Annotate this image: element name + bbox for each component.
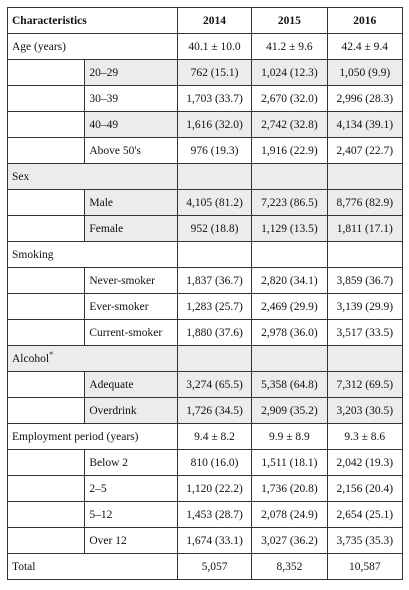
row-label: Above 50's [85, 138, 177, 164]
row-label: 40–49 [85, 112, 177, 138]
cell-2014: 1,703 (33.7) [177, 86, 251, 112]
row-label-age: Age (years) [8, 34, 178, 60]
cell-2016: 8,776 (82.9) [327, 190, 402, 216]
cell-2016: 2,156 (20.4) [327, 476, 402, 502]
table-row [8, 86, 403, 112]
table-row [8, 268, 403, 294]
cell-2014: 976 (19.3) [177, 138, 251, 164]
cell-2015: 8,352 [252, 554, 327, 580]
indent-cell [8, 138, 85, 164]
cell-2015: 1,736 (20.8) [252, 476, 327, 502]
cell-2014: 1,674 (33.1) [177, 528, 251, 554]
table-row [8, 190, 403, 216]
cell-2014: 3,274 (65.5) [177, 372, 251, 398]
cell-2015: 9.9 ± 8.9 [252, 424, 327, 450]
cell-2015: 2,820 (34.1) [252, 268, 327, 294]
cell-2016: 1,811 (17.1) [327, 216, 402, 242]
table-row [8, 424, 403, 450]
cell-2016: 2,407 (22.7) [327, 138, 402, 164]
cell-2014 [177, 242, 251, 268]
cell-2016: 3,517 (33.5) [327, 320, 402, 346]
footnote-marker: * [49, 349, 54, 359]
indent-cell [8, 398, 85, 424]
header-characteristics: Characteristics [8, 8, 178, 34]
row-label: Female [85, 216, 177, 242]
cell-2014: 810 (16.0) [177, 450, 251, 476]
cell-2016 [327, 164, 402, 190]
cell-2014 [177, 346, 251, 372]
indent-cell [8, 86, 85, 112]
cell-2015: 2,742 (32.8) [252, 112, 327, 138]
table-row [8, 138, 403, 164]
cell-2014: 9.4 ± 8.2 [177, 424, 251, 450]
header-2014: 2014 [177, 8, 251, 34]
cell-2015: 1,916 (22.9) [252, 138, 327, 164]
cell-2016: 3,859 (36.7) [327, 268, 402, 294]
header-2016: 2016 [327, 8, 402, 34]
cell-2015 [252, 242, 327, 268]
table-row [8, 216, 403, 242]
indent-cell [8, 502, 85, 528]
indent-cell [8, 216, 85, 242]
row-label-employment: Employment period (years) [8, 424, 178, 450]
row-label: Never-smoker [85, 268, 177, 294]
cell-2015: 1,129 (13.5) [252, 216, 327, 242]
cell-2015: 5,358 (64.8) [252, 372, 327, 398]
table-row [8, 528, 403, 554]
row-label: 5–12 [85, 502, 177, 528]
indent-cell [8, 450, 85, 476]
table-row [8, 346, 403, 372]
cell-2014: 1,120 (22.2) [177, 476, 251, 502]
cell-2015: 1,024 (12.3) [252, 60, 327, 86]
header-2015: 2015 [252, 8, 327, 34]
cell-2016: 2,042 (19.3) [327, 450, 402, 476]
cell-2016: 42.4 ± 9.4 [327, 34, 402, 60]
cell-2016: 10,587 [327, 554, 402, 580]
cell-2015: 2,670 (32.0) [252, 86, 327, 112]
cell-2015: 7,223 (86.5) [252, 190, 327, 216]
cell-2014: 4,105 (81.2) [177, 190, 251, 216]
table-row [8, 60, 403, 86]
table-row [8, 502, 403, 528]
indent-cell [8, 190, 85, 216]
cell-2015: 2,909 (35.2) [252, 398, 327, 424]
cell-2014: 1,880 (37.6) [177, 320, 251, 346]
cell-2014: 952 (18.8) [177, 216, 251, 242]
indent-cell [8, 112, 85, 138]
cell-2016 [327, 346, 402, 372]
table-row [8, 164, 403, 190]
cell-2016: 3,203 (30.5) [327, 398, 402, 424]
table-row [8, 372, 403, 398]
table-row-total [8, 554, 403, 580]
row-label: Over 12 [85, 528, 177, 554]
cell-2014: 1,616 (32.0) [177, 112, 251, 138]
row-label: Ever-smoker [85, 294, 177, 320]
cell-2014: 1,726 (34.5) [177, 398, 251, 424]
row-label: Adequate [85, 372, 177, 398]
row-label: Overdrink [85, 398, 177, 424]
alcohol-label: Alcohol [12, 352, 50, 365]
table-row [8, 242, 403, 268]
cell-2014: 1,283 (25.7) [177, 294, 251, 320]
cell-2015: 2,978 (36.0) [252, 320, 327, 346]
cell-2016: 3,139 (29.9) [327, 294, 402, 320]
row-label: Current-smoker [85, 320, 177, 346]
cell-2014: 1,837 (36.7) [177, 268, 251, 294]
cell-2016: 9.3 ± 8.6 [327, 424, 402, 450]
row-label: Below 2 [85, 450, 177, 476]
row-label-total: Total [8, 554, 178, 580]
indent-cell [8, 294, 85, 320]
row-label-smoking: Smoking [8, 242, 178, 268]
indent-cell [8, 60, 85, 86]
row-label-alcohol [8, 346, 178, 372]
row-label: 2–5 [85, 476, 177, 502]
cell-2016: 2,654 (25.1) [327, 502, 402, 528]
cell-2015 [252, 346, 327, 372]
cell-2014: 40.1 ± 10.0 [177, 34, 251, 60]
indent-cell [8, 320, 85, 346]
table-row [8, 34, 403, 60]
cell-2016: 3,735 (35.3) [327, 528, 402, 554]
cell-2016: 2,996 (28.3) [327, 86, 402, 112]
row-label: Male [85, 190, 177, 216]
cell-2016 [327, 242, 402, 268]
header-row [8, 8, 403, 34]
cell-2015 [252, 164, 327, 190]
table-row [8, 450, 403, 476]
table-row [8, 320, 403, 346]
cell-2016: 1,050 (9.9) [327, 60, 402, 86]
cell-2014: 5,057 [177, 554, 251, 580]
indent-cell [8, 528, 85, 554]
cell-2014: 762 (15.1) [177, 60, 251, 86]
table-row [8, 112, 403, 138]
cell-2014: 1,453 (28.7) [177, 502, 251, 528]
cell-2014 [177, 164, 251, 190]
table-row [8, 398, 403, 424]
cell-2015: 41.2 ± 9.6 [252, 34, 327, 60]
cell-2016: 7,312 (69.5) [327, 372, 402, 398]
indent-cell [8, 372, 85, 398]
cell-2015: 2,078 (24.9) [252, 502, 327, 528]
cell-2015: 1,511 (18.1) [252, 450, 327, 476]
cell-2015: 2,469 (29.9) [252, 294, 327, 320]
row-label: 30–39 [85, 86, 177, 112]
table-row [8, 476, 403, 502]
cell-2015: 3,027 (36.2) [252, 528, 327, 554]
indent-cell [8, 476, 85, 502]
row-label: 20–29 [85, 60, 177, 86]
characteristics-table [7, 7, 403, 580]
table-row [8, 294, 403, 320]
indent-cell [8, 268, 85, 294]
row-label-sex: Sex [8, 164, 178, 190]
cell-2016: 4,134 (39.1) [327, 112, 402, 138]
